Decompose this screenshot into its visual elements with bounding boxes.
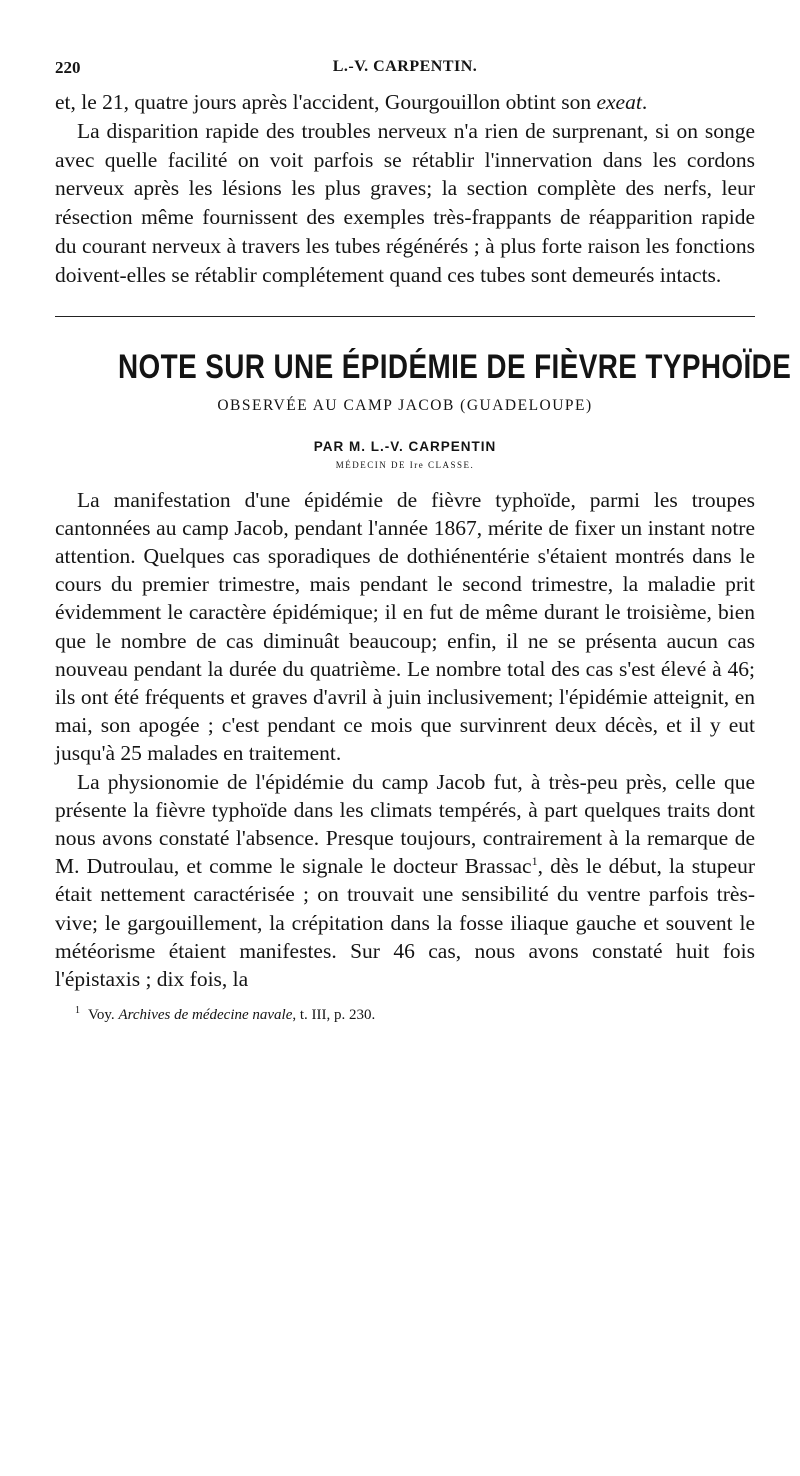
footnote-suffix: , t. III, p. 230. [292, 1007, 376, 1024]
article-subtitle: OBSERVÉE AU CAMP JACOB (GUADELOUPE) [217, 396, 593, 414]
page-number: 220 [55, 58, 81, 77]
paragraph-physiognomy [55, 768, 755, 994]
article-title: NOTE SUR UNE ÉPIDÉMIE DE FIÈVRE TYPHOÏDE [118, 347, 792, 386]
article-body [55, 486, 755, 994]
footnote-prefix: Voy. [88, 1007, 119, 1024]
italic-word: exeat [596, 90, 642, 114]
author-title: MÉDECIN DE Ire CLASSE. [335, 459, 475, 470]
paragraph-end: . [641, 90, 648, 114]
section-divider [55, 316, 755, 317]
footnote-reference: Archives de médecine navale [118, 1007, 293, 1024]
page [55, 58, 792, 1024]
paragraph-text-end: , dès le début, la stupeur était nettement caractérisée ; on trouvait une sensibilité du ventre parfois très-vive; le gargouillement, la crépitation dans la fosse iliaque gauche et souvent le météorisme étaient manifestes. Sur 46 cas, nous avons constaté huit fois l'épistaxis ; dix fois, la [55, 854, 755, 992]
paragraph-continuation [55, 88, 755, 117]
paragraph-nerve-recovery: La disparition rapide des troubles nerveux n'a rien de surprenant, si on songe avec quelle facilité on voit parfois se rétablir l'innervation dans les cordons nerveux après les lésions les plus graves; la section complète des nerfs, leur résection même fournissent des exemples très-frappants de réapparition rapide du courant nerveux à travers les tubes régénérés ; à plus forte raison les fonctions doivent-elles se rétablir complétement quand ces tubes sont demeurés intacts. [55, 118, 755, 287]
footnote-ref: 1 [531, 854, 538, 869]
running-head: L.-V. CARPENTIN. [332, 58, 478, 75]
footnote-mark: 1 [75, 1005, 80, 1017]
paragraph-epidemic: La manifestation d'une épidémie de fièvre typhoïde, parmi les troupes cantonnées au camp Jacob, pendant l'année 1867, mérite de fixer un instant notre attention. Quelques cas sporadiques de dothiénentérie s'étaient montrés dans le cours du premier trimestre, mais pendant le second trimestre, la maladie prit évidemment le caractère épidémique; il en fut de même durant le troisième, bien que le nombre de cas diminuât beaucoup; enfin, il ne se présenta aucun cas nouveau pendant la durée du quatrième. Le nombre total des cas s'est élevé à 46; ils ont été fréquents et graves d'avril à juin inclusivement; l'épidémie atteignit, en mai, son apogée ; c'est pendant ce mois que survinrent deux décès, et il y eut jusqu'à 25 malades en traitement. [55, 487, 755, 766]
article-author: PAR M. L.-V. CARPENTIN [313, 438, 497, 454]
footnote [55, 1005, 755, 1024]
paragraph-text: La physionomie de l'épidémie du camp Jacob fut, à très-peu près, celle que présente la fièvre typhoïde dans les climats tempérés, à part quelques traits dont nous avons constaté l'absence. Presque toujours, contrairement à la remarque de M. Dutroulau, et comme le signale le docteur Brassac [55, 769, 755, 879]
paragraph-text: et, le 21, quatre jours après l'accident, Gourgouillon obtint son [55, 90, 597, 114]
page-header [55, 58, 755, 88]
